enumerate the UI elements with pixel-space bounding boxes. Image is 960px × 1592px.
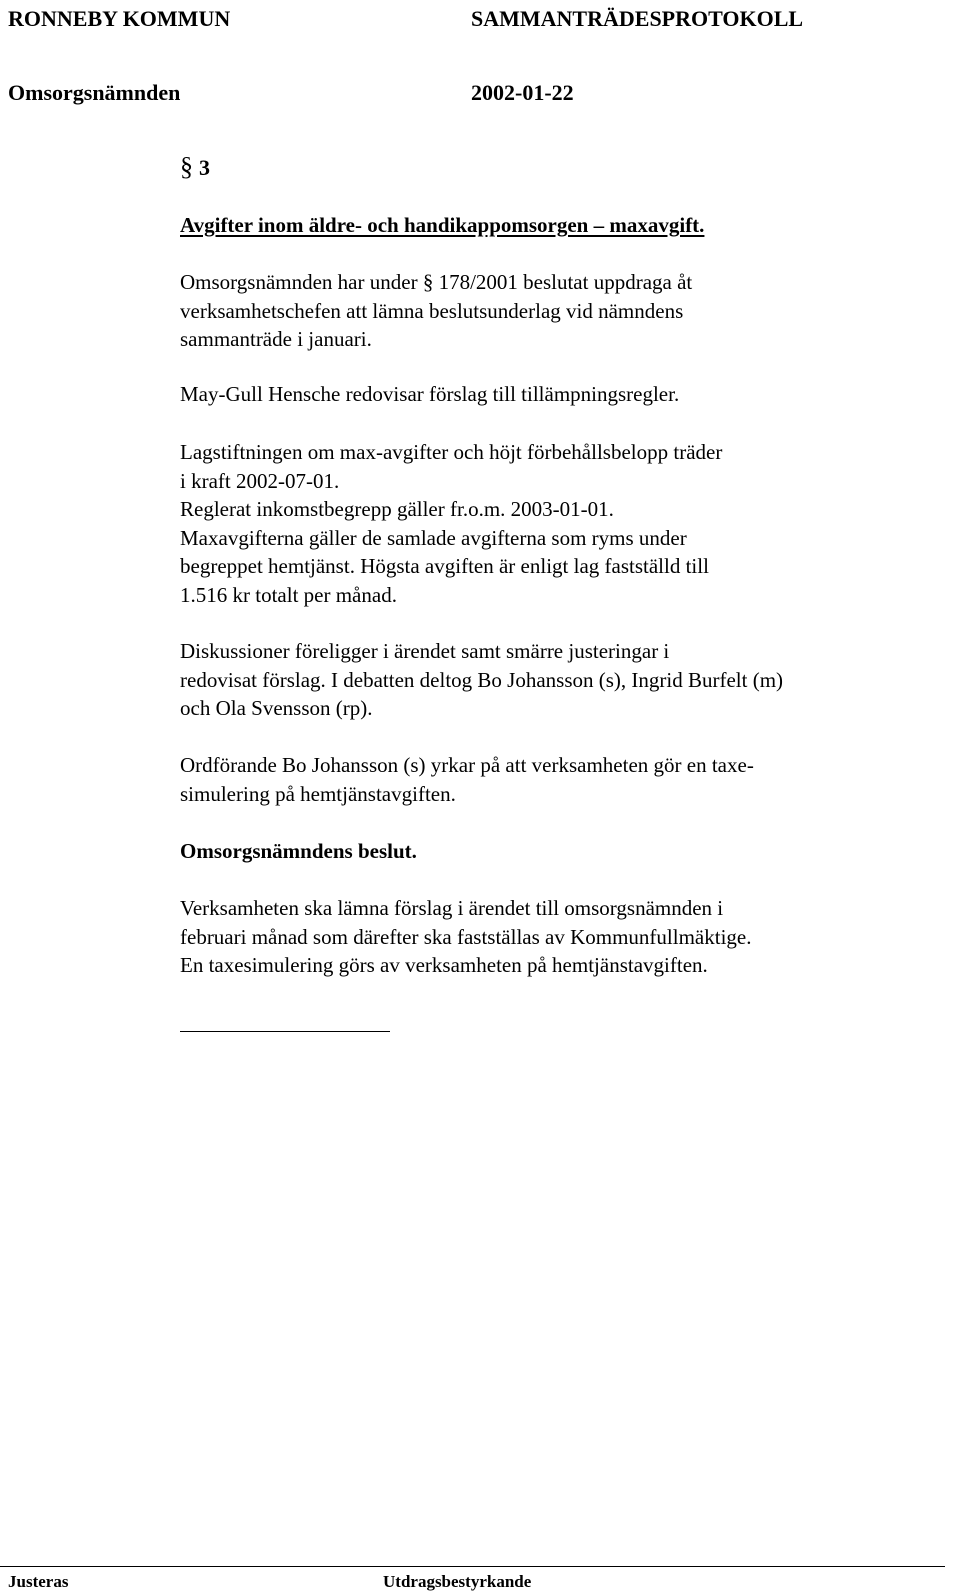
paragraph-line: Omsorgsnämnden har under § 178/2001 beslutat uppdraga åt <box>180 270 693 294</box>
paragraph-line: begreppet hemtjänst. Högsta avgiften är enligt lag fastställd till <box>180 554 709 578</box>
section-number-value: 3 <box>199 155 210 180</box>
paragraph-decision <box>180 894 880 980</box>
decision-heading-text: Omsorgsnämndens beslut. <box>180 839 417 863</box>
section-number <box>180 152 210 183</box>
committee-name: Omsorgsnämnden <box>8 80 181 105</box>
signature-rule <box>180 1031 390 1032</box>
paragraph-line: May-Gull Hensche redovisar förslag till tillämpningsregler. <box>180 382 680 406</box>
organization-name: RONNEBY KOMMUN <box>8 6 231 31</box>
paragraph-legislation <box>180 438 880 609</box>
footer-justeras: Justeras <box>8 1572 69 1591</box>
paragraph-line: En taxesimulering görs av verksamheten på hemtjänstavgiften. <box>180 953 708 977</box>
paragraph-line: Diskussioner föreligger i ärendet samt smärre justeringar i <box>180 639 670 663</box>
footer-utdragsbestyrkande: Utdragsbestyrkande <box>383 1572 532 1591</box>
paragraph-line: redovisat förslag. I debatten deltog Bo Johansson (s), Ingrid Burfelt (m) <box>180 667 784 692</box>
paragraph-line: Ordförande Bo Johansson (s) yrkar på att verksamheten gör en taxe- <box>180 753 754 777</box>
section-title: Avgifter inom äldre- och handikappomsorgen – maxavgift. <box>180 213 705 237</box>
paragraph-line: i kraft 2002-07-01. <box>180 468 340 493</box>
paragraph-line: Verksamheten ska lämna förslag i ärendet till omsorgsnämnden i <box>180 896 724 920</box>
meeting-date: 2002-01-22 <box>471 80 574 105</box>
paragraph-line: Reglerat inkomstbegrepp gäller fr.o.m. 2003-01-01. <box>180 497 614 521</box>
paragraph-line: sammanträde i januari. <box>180 327 372 351</box>
paragraph-line: Maxavgifterna gäller de samlade avgifterna som ryms under <box>180 525 687 550</box>
paragraph-discussion <box>180 637 880 723</box>
decision-heading <box>180 837 880 866</box>
paragraph-line: Lagstiftningen om max-avgifter och höjt förbehållsbelopp träder <box>180 440 723 464</box>
footer-divider <box>0 1566 945 1567</box>
paragraph-line: februari månad som därefter ska fastställas av Kommunfullmäktige. <box>180 924 752 949</box>
paragraph-line: och Ola Svensson (rp). <box>180 696 373 720</box>
paragraph-presentation <box>180 380 880 409</box>
paragraph-motion <box>180 751 880 808</box>
paragraph-background <box>180 268 880 354</box>
paragraph-line: simulering på hemtjänstavgiften. <box>180 781 456 806</box>
paragraph-line: verksamhetschefen att lämna beslutsunderlag vid nämndens <box>180 298 684 323</box>
document-type: SAMMANTRÄDESPROTOKOLL <box>471 6 804 31</box>
section-symbol: § <box>180 152 193 181</box>
paragraph-line: 1.516 kr totalt per månad. <box>180 582 397 607</box>
